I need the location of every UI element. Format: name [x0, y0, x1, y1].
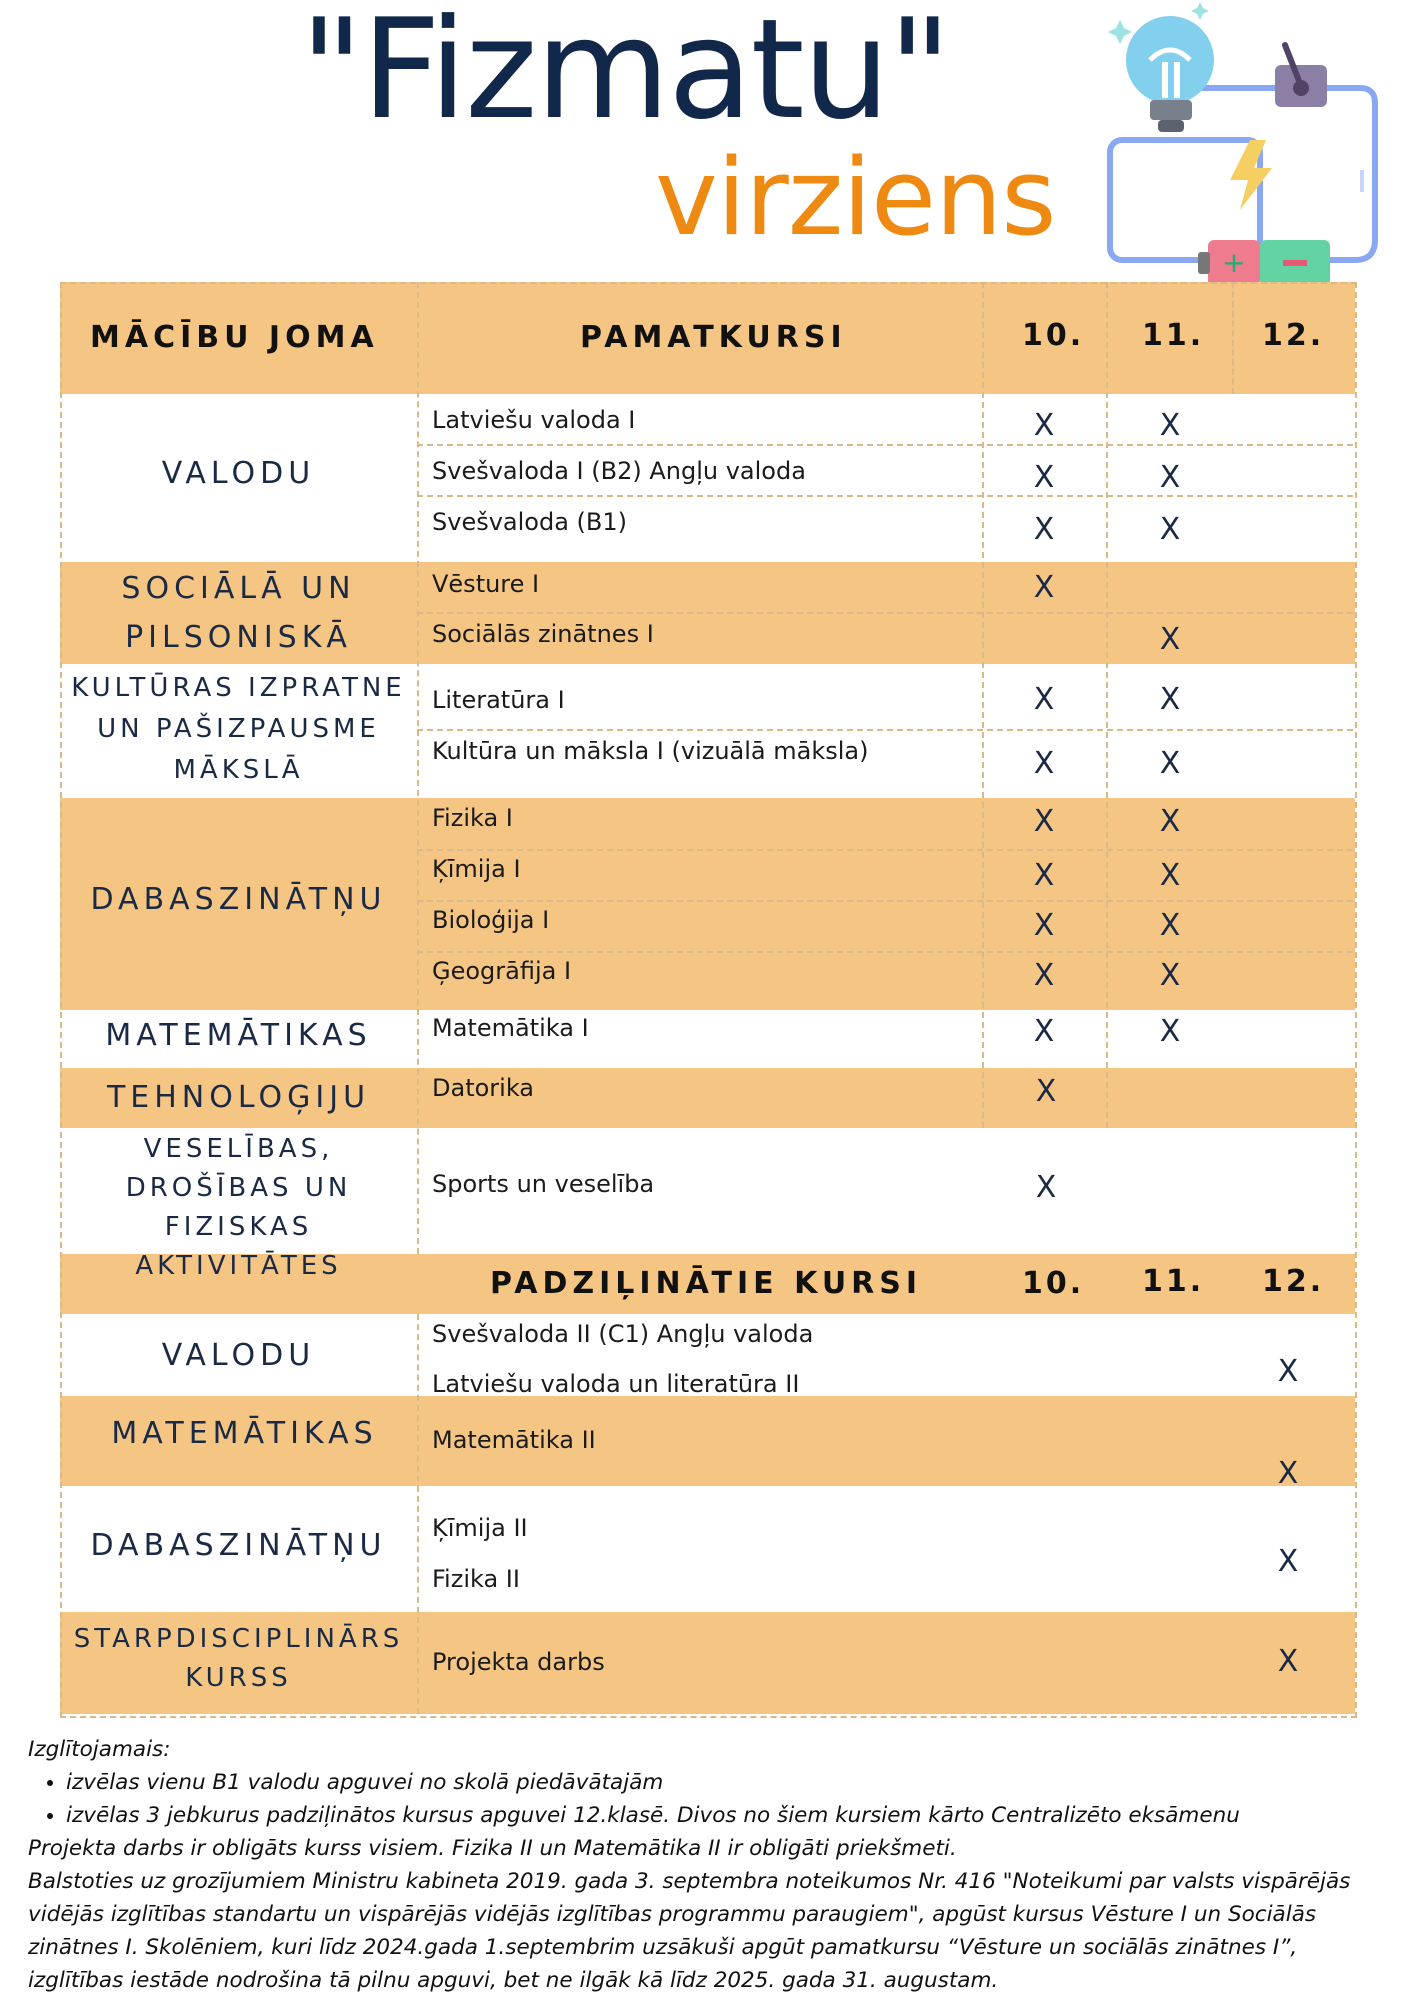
course-name: Svešvaloda II (C1) Angļu valoda: [432, 1320, 814, 1348]
switch-icon: [1275, 45, 1327, 107]
mark-g12: X: [1277, 1456, 1299, 1491]
col-divider: [1106, 282, 1108, 1128]
mark-g11: X: [1159, 746, 1181, 781]
mark-g10: X: [1033, 682, 1055, 717]
area-math: MATEMĀTIKAS: [105, 1018, 372, 1053]
row-divider: [417, 849, 1353, 851]
header-grade-11: 11.: [1142, 318, 1205, 353]
mark-g12: X: [1277, 1544, 1299, 1579]
course-name: Projekta darbs: [432, 1648, 605, 1676]
mark-g10: X: [1035, 1170, 1057, 1205]
area-adv-math: MATEMĀTIKAS: [111, 1416, 378, 1451]
row-divider: [417, 495, 1353, 497]
notes-list: [28, 1766, 1398, 1832]
svg-text:+: +: [1222, 246, 1246, 279]
course-name: Kultūra un māksla I (vizuālā māksla): [432, 737, 869, 765]
header-grade-10: 10.: [1022, 318, 1085, 353]
header2-grade-12: 12.: [1262, 1264, 1325, 1299]
mark-g11: X: [1159, 460, 1181, 495]
header2-courses: PADZIĻINĀTIE KURSI: [490, 1266, 923, 1301]
area-interdisciplinary: STARPDISCIPLINĀRS KURSS: [73, 1624, 404, 1693]
area-culture: KULTŪRAS IZPRATNE UN PAŠIZPAUSME MĀKSLĀ: [71, 673, 406, 785]
mark-g10: X: [1033, 1014, 1055, 1049]
mark-g10: X: [1033, 858, 1055, 893]
mark-g10: X: [1033, 460, 1055, 495]
footnotes: [28, 1733, 1398, 1997]
mark-g10: X: [1033, 512, 1055, 547]
area-health: VESELĪBAS, DROŠĪBAS UN FIZISKAS AKTIVITĀTES: [125, 1134, 352, 1281]
mark-g12: X: [1277, 1644, 1299, 1679]
row-divider: [417, 900, 1353, 902]
mark-g11: X: [1159, 908, 1181, 943]
mark-g11: X: [1159, 958, 1181, 993]
lightning-icon: [1230, 140, 1272, 210]
area-science: DABASZINĀTŅU: [90, 882, 387, 917]
mark-g12: X: [1277, 1354, 1299, 1389]
mark-g10: X: [1033, 408, 1055, 443]
header-area: MĀCĪBU JOMA: [90, 320, 379, 355]
course-name: Matemātika II: [432, 1426, 596, 1454]
mark-g11: X: [1159, 512, 1181, 547]
mark-g11: X: [1159, 682, 1181, 717]
course-name: Sociālās zinātnes I: [432, 620, 654, 648]
notes-bullet: • izvēlas vienu B1 valodu apguvei no skolā piedāvātajām: [66, 1766, 1398, 1799]
mark-g11: X: [1159, 804, 1181, 839]
course-name: Vēsture I: [432, 570, 540, 598]
mark-g10: X: [1035, 1074, 1057, 1109]
course-name: Fizika I: [432, 804, 513, 832]
mark-g11: X: [1159, 408, 1181, 443]
row-divider: [417, 444, 1353, 446]
mark-g10: X: [1033, 746, 1055, 781]
course-name: Latviešu valoda I: [432, 406, 636, 434]
circuit-illustration: [1090, 0, 1390, 290]
header-courses: PAMATKURSI: [580, 320, 847, 355]
col-divider: [1232, 282, 1234, 394]
mark-g11: X: [1159, 858, 1181, 893]
mark-g10: X: [1033, 804, 1055, 839]
course-name: Svešvaloda I (B2) Angļu valoda: [432, 457, 806, 485]
mark-g10: X: [1033, 958, 1055, 993]
battery-icon: [1198, 240, 1330, 286]
page-title: "Fizmatu": [300, 0, 950, 150]
course-name: Ķīmija I: [432, 855, 521, 883]
area-social: SOCIĀLĀ UN PILSONISKĀ: [121, 571, 356, 655]
course-name: Bioloģija I: [432, 906, 550, 934]
table-border: [60, 282, 1357, 1718]
area-adv-science: DABASZINĀTŅU: [90, 1528, 387, 1563]
notes-intro: Izglītojamais:: [28, 1737, 171, 1762]
col-divider: [417, 1314, 419, 1714]
header2-grade-11: 11.: [1142, 1264, 1205, 1299]
mark-g10: X: [1033, 570, 1055, 605]
notes-paragraph: Projekta darbs ir obligāts kurss visiem. Fizika II un Matemātika II ir obligāti priekšmeti.: [28, 1836, 957, 1861]
col-divider: [417, 282, 419, 1254]
header2-grade-10: 10.: [1022, 1266, 1085, 1301]
lightbulb-icon: [1108, 2, 1214, 132]
course-name: Datorika: [432, 1074, 534, 1102]
row-divider: [417, 951, 1353, 953]
course-name: Svešvaloda (B1): [432, 508, 627, 536]
course-name: Latviešu valoda un literatūra II: [432, 1370, 800, 1398]
row-divider: [417, 729, 1353, 731]
header-grade-12: 12.: [1262, 318, 1325, 353]
course-name: Matemātika I: [432, 1014, 589, 1042]
mark-g11: X: [1159, 622, 1181, 657]
notes-paragraph: Balstoties uz grozījumiem Ministru kabineta 2019. gada 3. septembra noteikumos Nr. 416 "Noteikumi par valsts vispārējās vidējās izglītības standartu un vispārējās vidējās izglītības programmu paraugiem", apgūst kursus Vēsture I un Sociālās zinātnes I. Skolēniem, kuri līdz 2024.gada 1.septembrim uzsākuši apgūt pamatkursu “Vēsture un sociālās zinātnes I”, izglītības iestāde nodrošina tā pilnu apguvi, bet ne ilgāk kā līdz 2025. gada 31. augustam.: [28, 1869, 1351, 1993]
course-name: Ķīmija II: [432, 1514, 528, 1542]
area-tech: TEHNOLOĢIJU: [106, 1080, 371, 1115]
course-name: Fizika II: [432, 1565, 520, 1593]
mark-g10: X: [1033, 908, 1055, 943]
notes-bullet: • izvēlas 3 jebkurus padziļinātos kursus apguvei 12.klasē. Divos no šiem kursiem kārto Centralizēto eksāmenu: [66, 1799, 1398, 1832]
course-name: Sports un veselība: [432, 1170, 655, 1198]
mark-g11: X: [1159, 1014, 1181, 1049]
course-name: Literatūra I: [432, 686, 565, 714]
page-subtitle: virziens: [655, 136, 1056, 259]
area-languages: VALODU: [161, 456, 316, 491]
course-name: Ģeogrāfija I: [432, 957, 572, 985]
col-divider: [982, 282, 984, 1128]
row-divider: [417, 612, 1353, 614]
area-adv-languages: VALODU: [161, 1338, 316, 1373]
